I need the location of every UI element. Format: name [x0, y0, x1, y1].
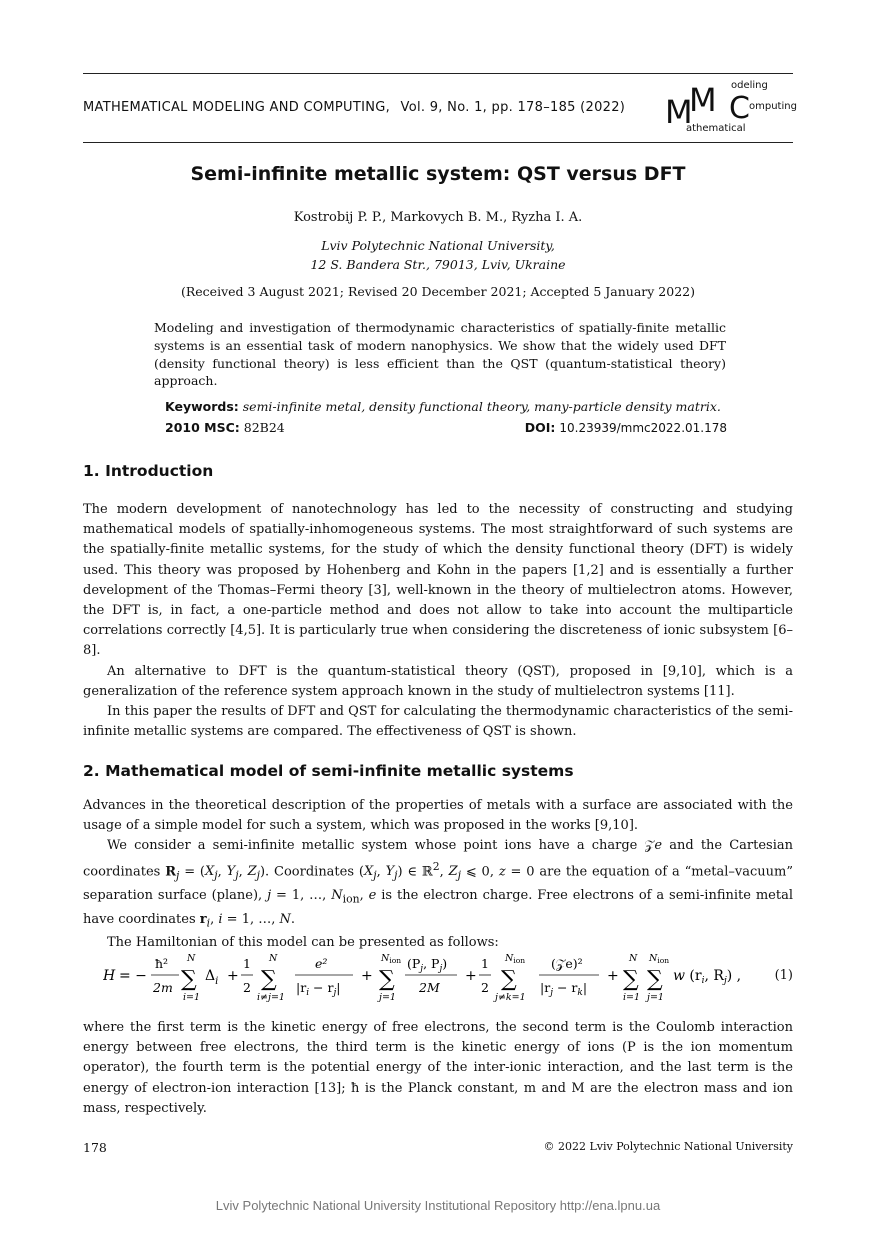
msc-label: 2010 MSC: [165, 420, 240, 435]
header-bottom-rule [83, 142, 793, 143]
svg-text:+: + [361, 968, 373, 984]
svg-text:= −: = − [119, 968, 147, 984]
received-dates: (Received 3 August 2021; Revised 20 December 2021; Accepted 5 January 2022) [181, 284, 695, 299]
top-rule [83, 73, 793, 74]
svg-text:i≠j=1: i≠j=1 [257, 992, 285, 1003]
authors: Kostrobij P. P., Markovych B. M., Ryzha I. A. [293, 210, 583, 225]
affiliation [83, 236, 793, 274]
svg-text:e²: e² [315, 956, 328, 971]
section-2-paragraph-2: We consider a semi-infinite metallic system whose point ions have a charge 𝒵e and the Cartesian coordinates $R_j = (X_j$, $Y_j$, $Z_j$). Coordinates ($X_j$, $Y_j$) ∈ ℝ$^2$, $Z_j$ ⩽ 0, z = 0 are the equation of a “metal–vacuum” separation surface (plane), j = 1, …, $N_{ion}$, e is the electron charge. Free electrons of a semi-infinite metal have coordinates $r_i$, i = 1, …, N. [83, 838, 794, 930]
svg-text:j=1: j=1 [647, 992, 664, 1003]
logo-word-computing: omputing [749, 101, 797, 112]
svg-text:+: + [465, 968, 477, 984]
svg-text:2: 2 [243, 980, 251, 995]
section-2-paragraph-1: Advances in the theoretical description of the properties of metals with a surface are associated with the usage of a simple model for such a system, which was proposed in the works [9,10]. [83, 798, 793, 834]
repository-watermark[interactable]: Lviv Polytechnic National University Institutional Repository http://ena.lpnu.ua [215, 1198, 661, 1213]
section-1-paragraph-1: The modern development of nanotechnology has led to the necessity of constructing and studying mathematical models of spatially-inhomogeneous systems. The most straightforward of such systems are the spatially-finite metallic systems, for the study of which the density functional theory (DFT) is widely used. This theory was proposed by Hohenberg and Kohn in the papers [1,2] and is essentially a further development of the Thomas–Fermi theory [3], well-known in the theory of multielectron atoms. However, the DFT is, in fact, a one-particle method and does not allow to take into account the multiparticle correlations correctly [4,5]. It is particularly true when considering the discreteness of ionic subsystem [6–8]. [83, 502, 793, 659]
svg-text:j=1: j=1 [379, 992, 396, 1003]
section-1-paragraph-2: An alternative to DFT is the quantum-statistical theory (QST), proposed in [9,10], which is a generalization of the reference system approach known in the study of multielectron systems [11]. [83, 663, 793, 699]
logo-word-modeling: odeling [731, 80, 768, 91]
svg-text:|ri − rj|: $|r_i - r_j|$ [296, 980, 341, 998]
equation-number: (1) [774, 968, 793, 983]
section-2-body [83, 796, 793, 954]
copyright: © 2022 Lviv Polytechnic National University [543, 1140, 793, 1153]
svg-text:w (ri, Rj) ,: w ($r_i$, $R_j$) , [673, 968, 742, 986]
svg-text:2: 2 [481, 980, 489, 995]
svg-text:Nion: $N_{ion}$ [649, 953, 670, 965]
section-1-heading: 1. Introduction [83, 462, 214, 480]
keywords-label: Keywords: [165, 399, 239, 414]
journal-name: MATHEMATICAL MODELING AND COMPUTING, [83, 100, 391, 115]
svg-text:(𝒵e)²: (𝒵e)² [551, 956, 583, 971]
paper-title: Semi-infinite metallic system: QST versus DFT [190, 163, 686, 185]
svg-text:N: N [629, 953, 638, 964]
svg-text:∑: ∑ [623, 967, 639, 992]
section-1-paragraph-3: In this paper the results of DFT and QST for calculating the thermodynamic characteristics of the semi-infinite metallic systems are compared. The effectiveness of QST is shown. [83, 704, 793, 740]
svg-text:(Pj, Pj): ($P_j$, $P_j$) [407, 956, 448, 974]
section-2-paragraph-3: The Hamiltonian of this model can be presented as follows: [107, 935, 499, 951]
svg-text:2M: 2M [419, 980, 440, 995]
svg-text:H: H [103, 968, 116, 984]
svg-text:j≠k=1: j≠k=1 [495, 992, 526, 1003]
hamiltonian-formula [103, 948, 783, 1004]
doi-link[interactable]: 10.23939/mmc2022.01.178 [559, 421, 727, 435]
svg-text:|rj − rk|: $|r_j - r_k|$ [540, 980, 588, 998]
doi [525, 420, 727, 435]
svg-text:∑: ∑ [379, 967, 395, 992]
logo-letter-m1: M [665, 93, 693, 131]
journal-header [83, 100, 625, 115]
svg-text:N: N [187, 953, 196, 964]
section-1-body [83, 500, 793, 742]
doi-label: DOI: [524, 420, 556, 435]
svg-text:2m: 2m [153, 980, 173, 995]
svg-text:ħ²: ħ² [155, 956, 169, 971]
svg-text:Δi: $\Delta_i$ [205, 968, 219, 987]
msc-code: 82B24 [243, 420, 285, 435]
keywords-text: semi-infinite metal, density functional theory, many-particle density matrix. [242, 399, 721, 414]
svg-text:∑: ∑ [501, 967, 517, 992]
svg-text:Nion: $N_{ion}$ [381, 953, 402, 965]
journal-logo [665, 78, 795, 136]
hamiltonian-equation [83, 948, 793, 1004]
svg-text:+: + [227, 968, 239, 984]
svg-text:∑: ∑ [181, 967, 197, 992]
svg-text:1: 1 [243, 956, 251, 971]
page-number: 178 [83, 1140, 107, 1155]
svg-text:+: + [607, 968, 619, 984]
svg-text:∑: ∑ [647, 967, 663, 992]
svg-text:∑: ∑ [261, 967, 277, 992]
journal-volume: Vol. 9, No. 1, pp. 178–185 (2022) [400, 100, 626, 115]
svg-text:1: 1 [481, 956, 489, 971]
abstract: Modeling and investigation of thermodynamic characteristics of spatially-finite metallic systems is an essential task of modern nanophysics. We show that the widely used DFT (density functional theory) is less efficient than the QST (quantum-statistical theory) approach. [154, 320, 726, 389]
logo-word-mathematical: athematical [686, 123, 746, 134]
svg-text:i=1: i=1 [183, 992, 201, 1003]
affiliation-line-1: Lviv Polytechnic National University, [321, 238, 555, 253]
keywords [165, 399, 727, 414]
svg-text:Nion: $N_{ion}$ [505, 953, 526, 965]
svg-text:N: N [269, 953, 278, 964]
affiliation-line-2: 12 S. Bandera Str., 79013, Lviv, Ukraine [310, 257, 566, 272]
section-2-continuation [83, 1018, 793, 1119]
logo-letter-c: C [729, 91, 750, 126]
svg-text:i=1: i=1 [623, 992, 641, 1003]
logo-letter-m2: M [689, 81, 717, 119]
section-2-paragraph-4: where the first term is the kinetic energy of free electrons, the second term is the Coulomb interaction energy between free electrons, the third term is the kinetic energy of ions (P is the ion momentum operator), the fourth term is the potential energy of the inter-ionic interaction, and the last term is the energy of electron-ion interaction [13]; ħ is the Planck constant, m and M are the electron mass and ion mass, respectively. [83, 1020, 793, 1116]
section-2-heading: 2. Mathematical model of semi-infinite metallic systems [83, 762, 574, 780]
